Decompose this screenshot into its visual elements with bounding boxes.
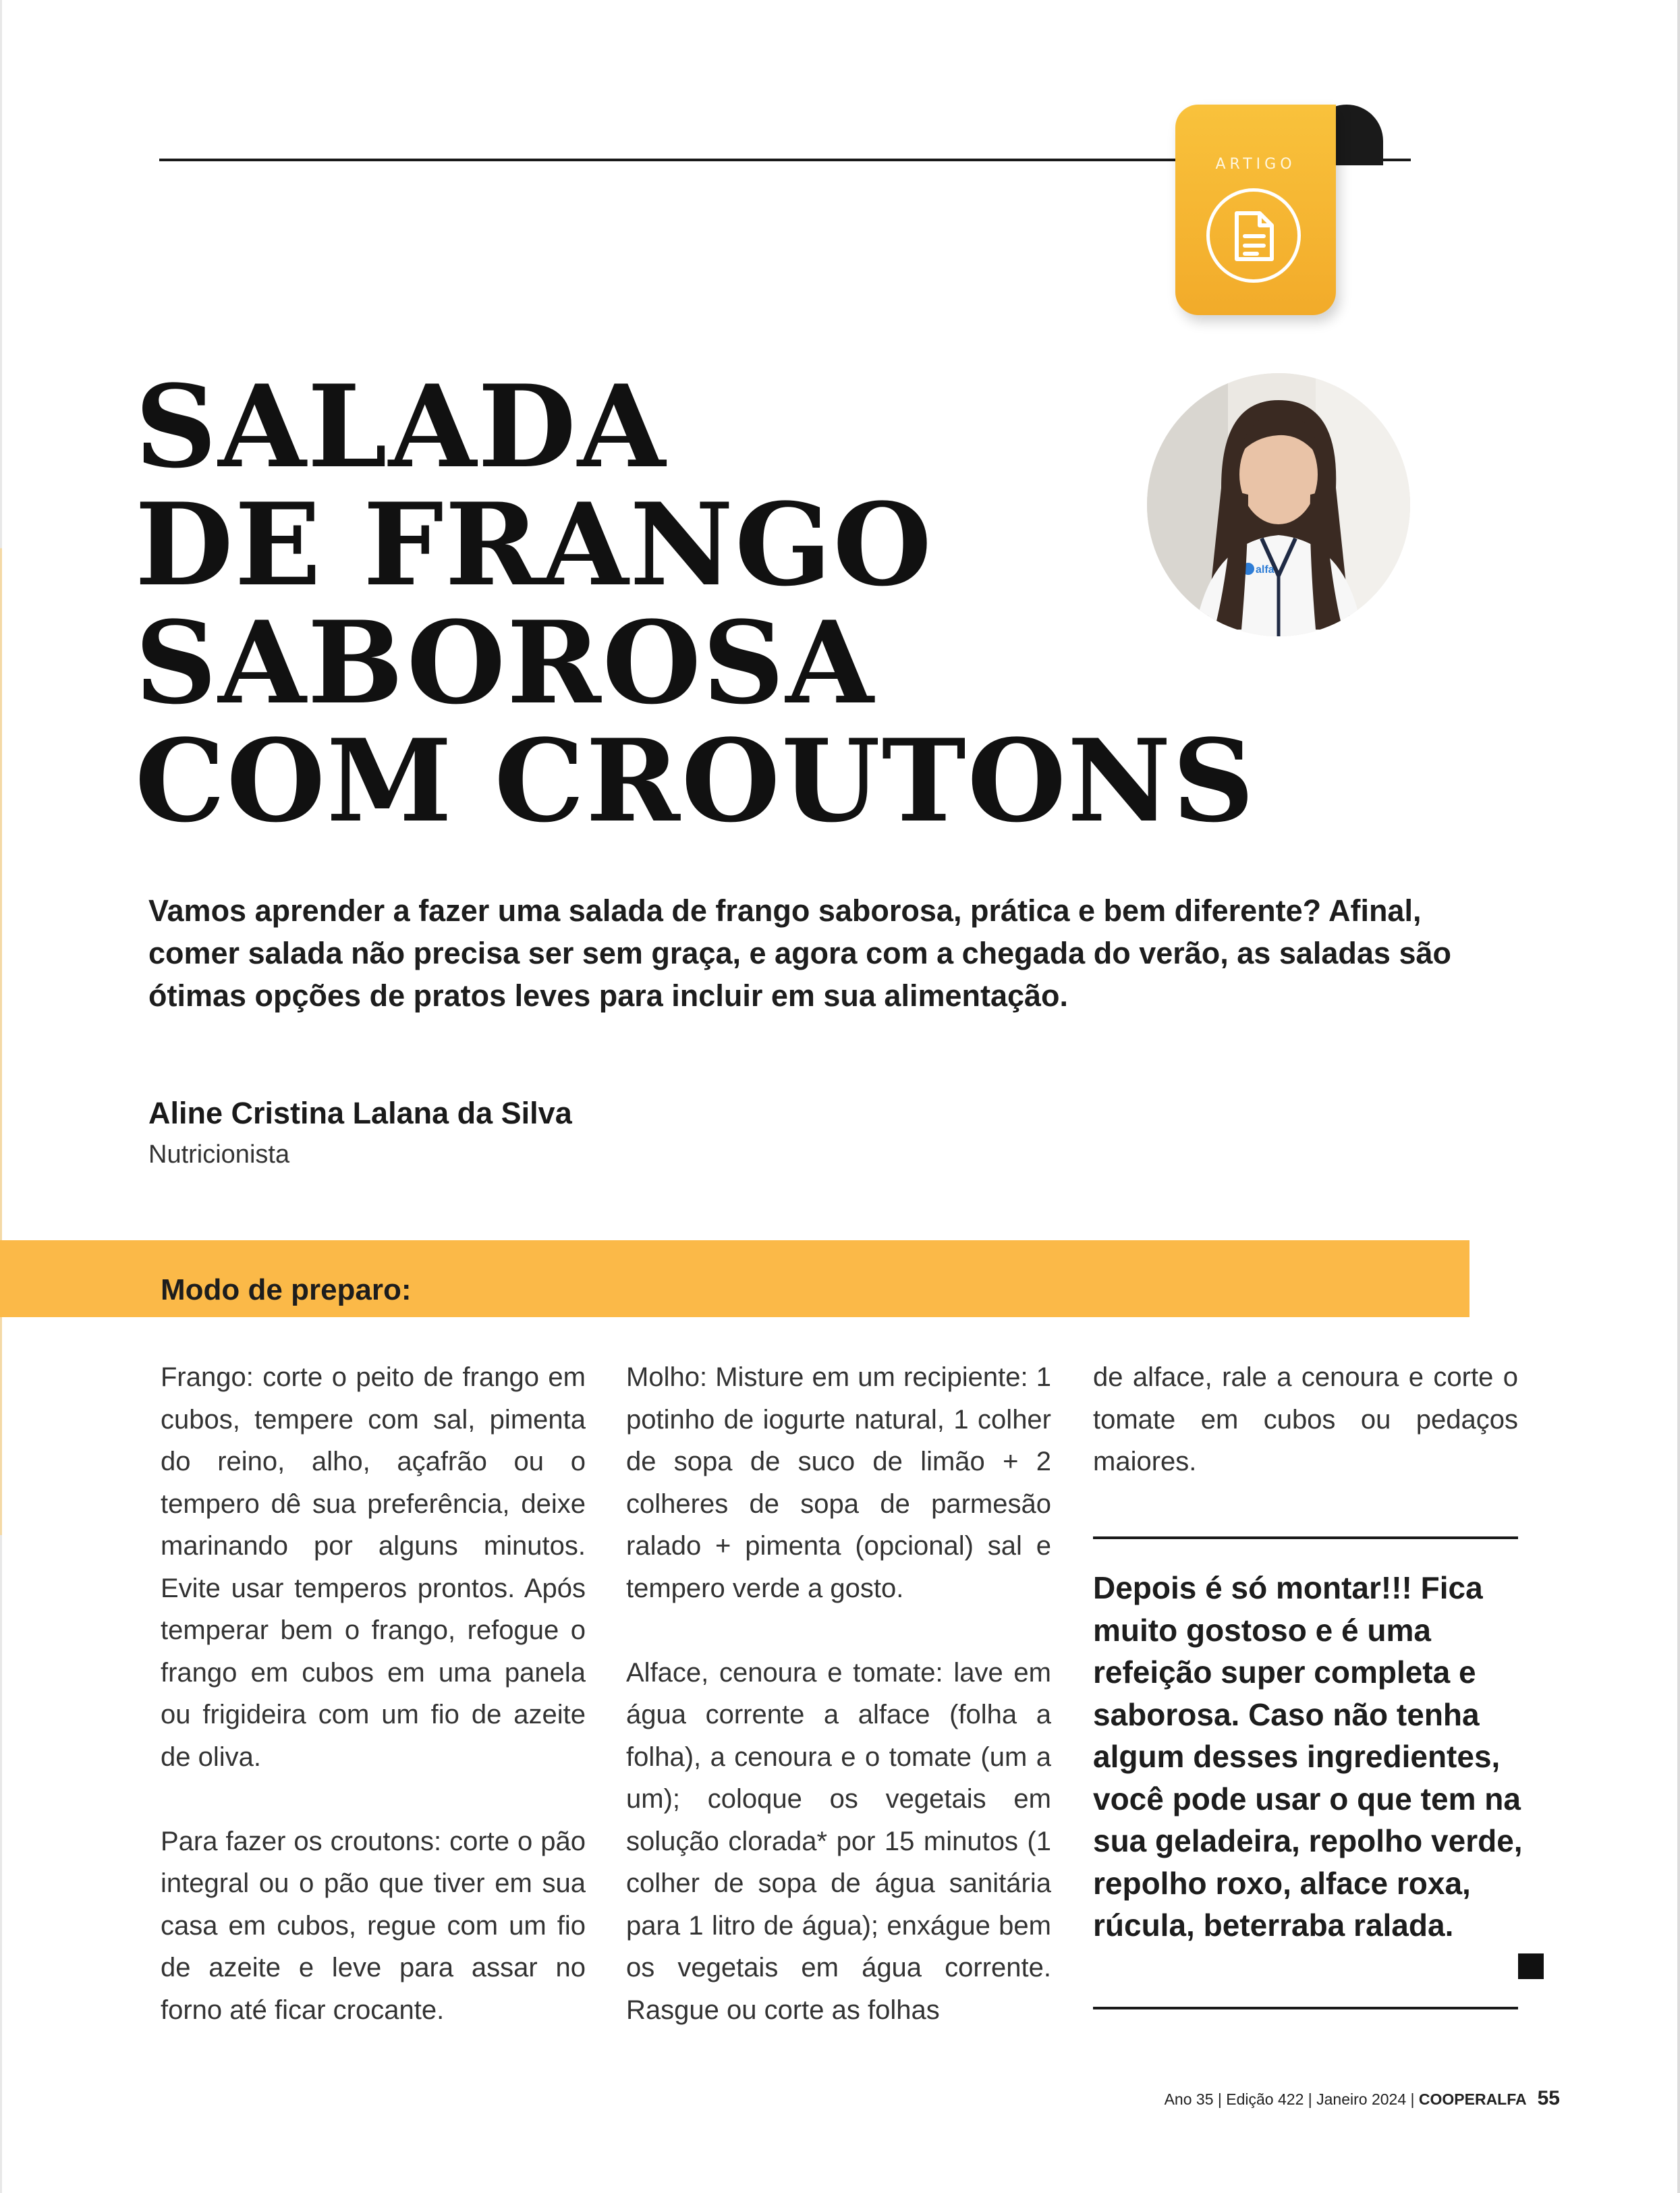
title-line-1: SALADA — [135, 360, 667, 493]
author-role: Nutricionista — [148, 1140, 290, 1169]
paragraph-molho: Molho: Misture em um recipiente: 1 potinho de iogurte natural, 1 colher de sopa de suco de limão + 2 colheres de sopa de parmesão ralado + pimenta (opcional) sal e tempero verde a gosto. — [626, 1362, 1051, 1603]
title-line-2: DE FRANGO — [135, 478, 933, 611]
title-line-4: COM CROUTONS — [135, 714, 1256, 848]
page-footer: Ano 35 | Edição 422 | Janeiro 2024 | COOPERALFA 55 — [1164, 2087, 1560, 2109]
end-mark-square — [1518, 1953, 1544, 1979]
paragraph-frango: Frango: corte o peito de frango em cubos, tempere com sal, pimenta do reino, alho, açafrão ou o tempero dê sua preferência, deixe marinando por alguns minutos. Evite usar temperos prontos. Após temperar bem o frango, refogue o frango em cubos em uma panela ou frigideira com um fio de azeite de oliva. — [161, 1362, 586, 1772]
pullquote-bottom-rule — [1093, 2007, 1518, 2009]
text-column-2 — [626, 1356, 1051, 2031]
pullquote: Depois é só montar!!! Fica muito gostoso e é uma refeição super completa e saborosa. Caso não tenha algum desses ingredientes, você pode usar o que tem na sua geladeira, repolho verde, repolho roxo, alface roxa, rúcula, beterraba ralada. — [1093, 1570, 1523, 1943]
lede-paragraph: Vamos aprender a fazer uma salada de frango saborosa, prática e bem diferente? Afinal, comer salada não precisa ser sem graça, e agora com a chegada do verão, as saladas são ótimas opções de pratos leves para incluir em sua alimentação. — [148, 893, 1452, 1013]
badge-circle — [1206, 188, 1301, 283]
document-icon — [1230, 211, 1279, 262]
author-name: Aline Cristina Lalana da Silva — [148, 1096, 572, 1130]
article-badge — [1175, 105, 1336, 315]
author-photo — [1147, 373, 1410, 636]
footer-brand: COOPERALFA — [1418, 2090, 1527, 2108]
footer-year: Ano 35 — [1164, 2090, 1214, 2108]
photo-logo-text: alfa — [1256, 564, 1275, 576]
page-left-edge — [0, 0, 2, 2193]
footer-edition: Edição 422 — [1226, 2090, 1304, 2108]
article-title — [135, 360, 1256, 848]
title-line-3: SABOROSA — [135, 596, 875, 729]
badge-label: ARTIGO — [1215, 156, 1296, 173]
page-right-edge — [1677, 0, 1680, 2193]
pullquote-top-rule — [1093, 1536, 1518, 1539]
paragraph-vegetais: Alface, cenoura e tomate: lave em água corrente a alface (folha a folha), a cenoura e o tomate (um a um); coloque os vegetais em solução clorada* por 15 minutos (1 colher de sopa de água sanitária para 1 litro de água); enxágue bem os vegetais em água corrente. Rasgue ou corte as folhas — [626, 1657, 1051, 2025]
section-title: Modo de preparo: — [161, 1273, 412, 1306]
page-number: 55 — [1537, 2087, 1560, 2109]
paragraph-continuation: de alface, rale a cenoura e corte o tomate em cubos ou pedaços maiores. — [1093, 1362, 1518, 1476]
text-column-3 — [1093, 1356, 1518, 1483]
text-column-1 — [161, 1356, 586, 2031]
paragraph-croutons: Para fazer os croutons: corte o pão integral ou o pão que tiver em sua casa em cubos, regue com um fio de azeite e leve para assar no forno até ficar crocante. — [161, 1826, 586, 2025]
footer-date: Janeiro 2024 — [1316, 2090, 1407, 2108]
